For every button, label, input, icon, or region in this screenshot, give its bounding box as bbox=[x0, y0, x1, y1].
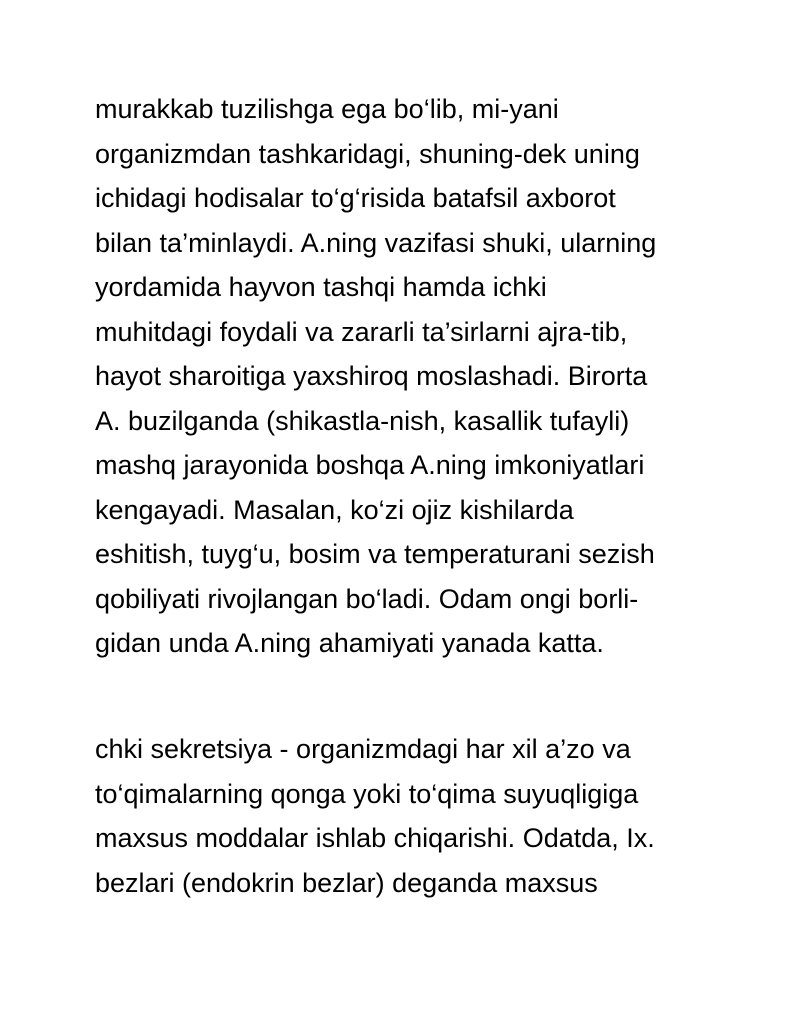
text-line: murakkab tuzilishga ega bo‘lib, mi-yani bbox=[95, 94, 559, 124]
text-line: yordamida hayvon tashqi hamda ichki bbox=[95, 272, 547, 302]
text-line: ichidagi hodisalar to‘g‘risida batafsil axborot bbox=[95, 183, 616, 213]
text-line: chki sekretsiya - organizmdagi har xil a’zo va bbox=[95, 734, 631, 764]
text-line: bezlari (endokrin bezlar) deganda maxsus bbox=[95, 867, 598, 898]
text-line: A. buzilganda (shikastla-nish, kasallik tufayli) bbox=[95, 405, 630, 436]
paragraph-2 bbox=[95, 727, 735, 905]
text-line: bilan ta’minlaydi. A.ning vazifasi shuki, ularning bbox=[95, 227, 657, 258]
text-line: to‘qimalarning qonga yoki to‘qima suyuqligiga bbox=[95, 778, 639, 809]
text-line: gidan unda A.ning ahamiyati yanada katta. bbox=[95, 628, 604, 658]
text-line: mashq jarayonida boshqa A.ning imkoniyatlari bbox=[95, 450, 645, 480]
text-line: organizmdan tashkaridagi, shuning-dek uning bbox=[95, 138, 640, 169]
text-line: eshitish, tuyg‘u, bosim va temperaturani sezish bbox=[95, 539, 655, 569]
text-line: hayot sharoitiga yaxshiroq moslashadi. Birorta bbox=[95, 361, 648, 391]
paragraph-1 bbox=[95, 87, 735, 666]
text-line: maxsus moddalar ishlab chiqarishi. Odatda, Ix. bbox=[95, 823, 655, 853]
text-line: muhitdagi foydali va zararli ta’sirlarni ajra-tib, bbox=[95, 316, 628, 347]
text-line: kengayadi. Masalan, ko‘zi ojiz kishilarda bbox=[95, 494, 574, 525]
text-line: qobiliyati rivojlangan bo‘ladi. Odam ongi borli- bbox=[95, 583, 639, 614]
